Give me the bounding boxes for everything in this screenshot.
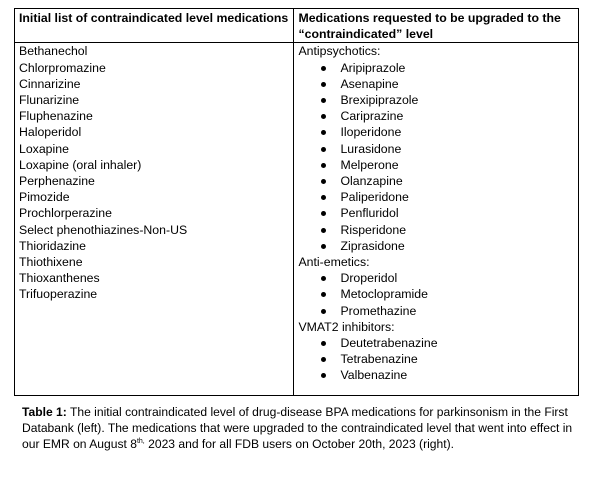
table-body-row [15,43,579,396]
bulleted-medication-item [298,238,574,254]
initial-medication-list [19,43,289,302]
medication-list-item: Loxapine (oral inhaler) [19,157,142,172]
caption-label: Table 1: [22,405,67,419]
medication-group-list [298,335,574,384]
caption-text-part1: The initial contraindicated level of drug-disease BPA medications for parkinsonism in the First Databank (left). The medications that were upgraded to the contraindicated level that went into effect in our EMR on August 8 [22,405,573,452]
medication-name: Risperidone [340,222,407,237]
bulleted-medication-item [298,157,574,173]
medication-list-item: Fluphenazine [19,109,93,124]
medication-group-label: Antipsychotics: [298,44,381,59]
left-column-cell [15,43,294,396]
bulleted-medication-item [298,108,574,124]
medication-list-item: Perphenazine [19,174,95,189]
bullet-icon [321,147,326,152]
upgraded-medication-groups [298,43,574,383]
bullet-icon [321,130,326,135]
bulleted-medication-item [298,141,574,157]
bullet-icon [321,228,326,233]
bulleted-medication-item [298,60,574,76]
medication-group-label: VMAT2 inhibitors: [298,319,395,334]
bulleted-medication-item [298,367,574,383]
bullet-icon [321,66,326,71]
medication-name: Aripiprazole [340,60,406,75]
medication-list-item: Flunarizine [19,93,80,108]
bullet-icon [321,163,326,168]
bullet-icon [321,276,326,281]
medication-list-item: Thioridazine [19,238,86,253]
bulleted-medication-item [298,189,574,205]
medication-name: Penfluridol [340,206,399,221]
medication-name: Valbenazine [340,368,408,383]
medication-list-item: Pimozide [19,190,70,205]
bullet-icon [321,244,326,249]
bulleted-medication-item [298,173,574,189]
bulleted-medication-item [298,270,574,286]
bullet-icon [321,211,326,216]
medication-list-item: Trifuoperazine [19,287,98,302]
bullet-icon [321,309,326,314]
table-caption [22,404,578,452]
medication-table [14,8,579,396]
medication-name: Brexipiprazole [340,93,419,108]
right-column-header: Medications requested to be upgraded to the “contraindicated” level [294,9,579,43]
medication-name: Droperidol [340,271,398,286]
bulleted-medication-item [298,92,574,108]
bullet-icon [321,373,326,378]
medication-name: Promethazine [340,303,417,318]
medication-group-list [298,60,574,254]
medication-list-item: Select phenothiazines-Non-US [19,222,188,237]
medication-group-list [298,270,574,319]
bulleted-medication-item [298,303,574,319]
bullet-icon [321,98,326,103]
medication-name: Iloperidone [340,125,402,140]
medication-list-item: Cinnarizine [19,76,81,91]
bulleted-medication-item [298,335,574,351]
bulleted-medication-item [298,124,574,140]
medication-name: Deutetrabenazine [340,336,438,351]
bulleted-medication-item [298,76,574,92]
left-column-header: Initial list of contraindicated level medications [15,9,294,43]
medication-list-item: Loxapine [19,141,69,156]
medication-name: Olanzapine [340,174,403,189]
medication-name: Lurasidone [340,141,402,156]
right-column-cell [294,43,579,396]
medication-name: Paliperidone [340,190,409,205]
medication-list-item: Bethanechol [19,44,88,59]
caption-text-part2: 2023 and for all FDB users on October 20th, 2023 (right). [144,437,454,452]
medication-name: Melperone [340,157,399,172]
medication-list-item: Haloperidol [19,125,82,140]
medication-name: Tetrabenazine [340,352,418,367]
bullet-icon [321,357,326,362]
medication-list-item: Thioxanthenes [19,271,100,286]
medication-group-label: Anti-emetics: [298,255,370,270]
bullet-icon [321,82,326,87]
bullet-icon [321,179,326,184]
medication-name: Ziprasidone [340,238,405,253]
medication-list-item: Thiothixene [19,255,83,270]
bulleted-medication-item [298,351,574,367]
bullet-icon [321,195,326,200]
medication-name: Asenapine [340,76,399,91]
bullet-icon [321,292,326,297]
bullet-icon [321,341,326,346]
caption-superscript: th, [136,438,145,446]
medication-list-item: Chlorpromazine [19,60,106,75]
bulleted-medication-item [298,222,574,238]
bullet-icon [321,114,326,119]
table-header-row [15,9,579,43]
medication-name: Metoclopramide [340,287,428,302]
bulleted-medication-item [298,286,574,302]
bulleted-medication-item [298,205,574,221]
medication-name: Cariprazine [340,109,404,124]
medication-list-item: Prochlorperazine [19,206,112,221]
